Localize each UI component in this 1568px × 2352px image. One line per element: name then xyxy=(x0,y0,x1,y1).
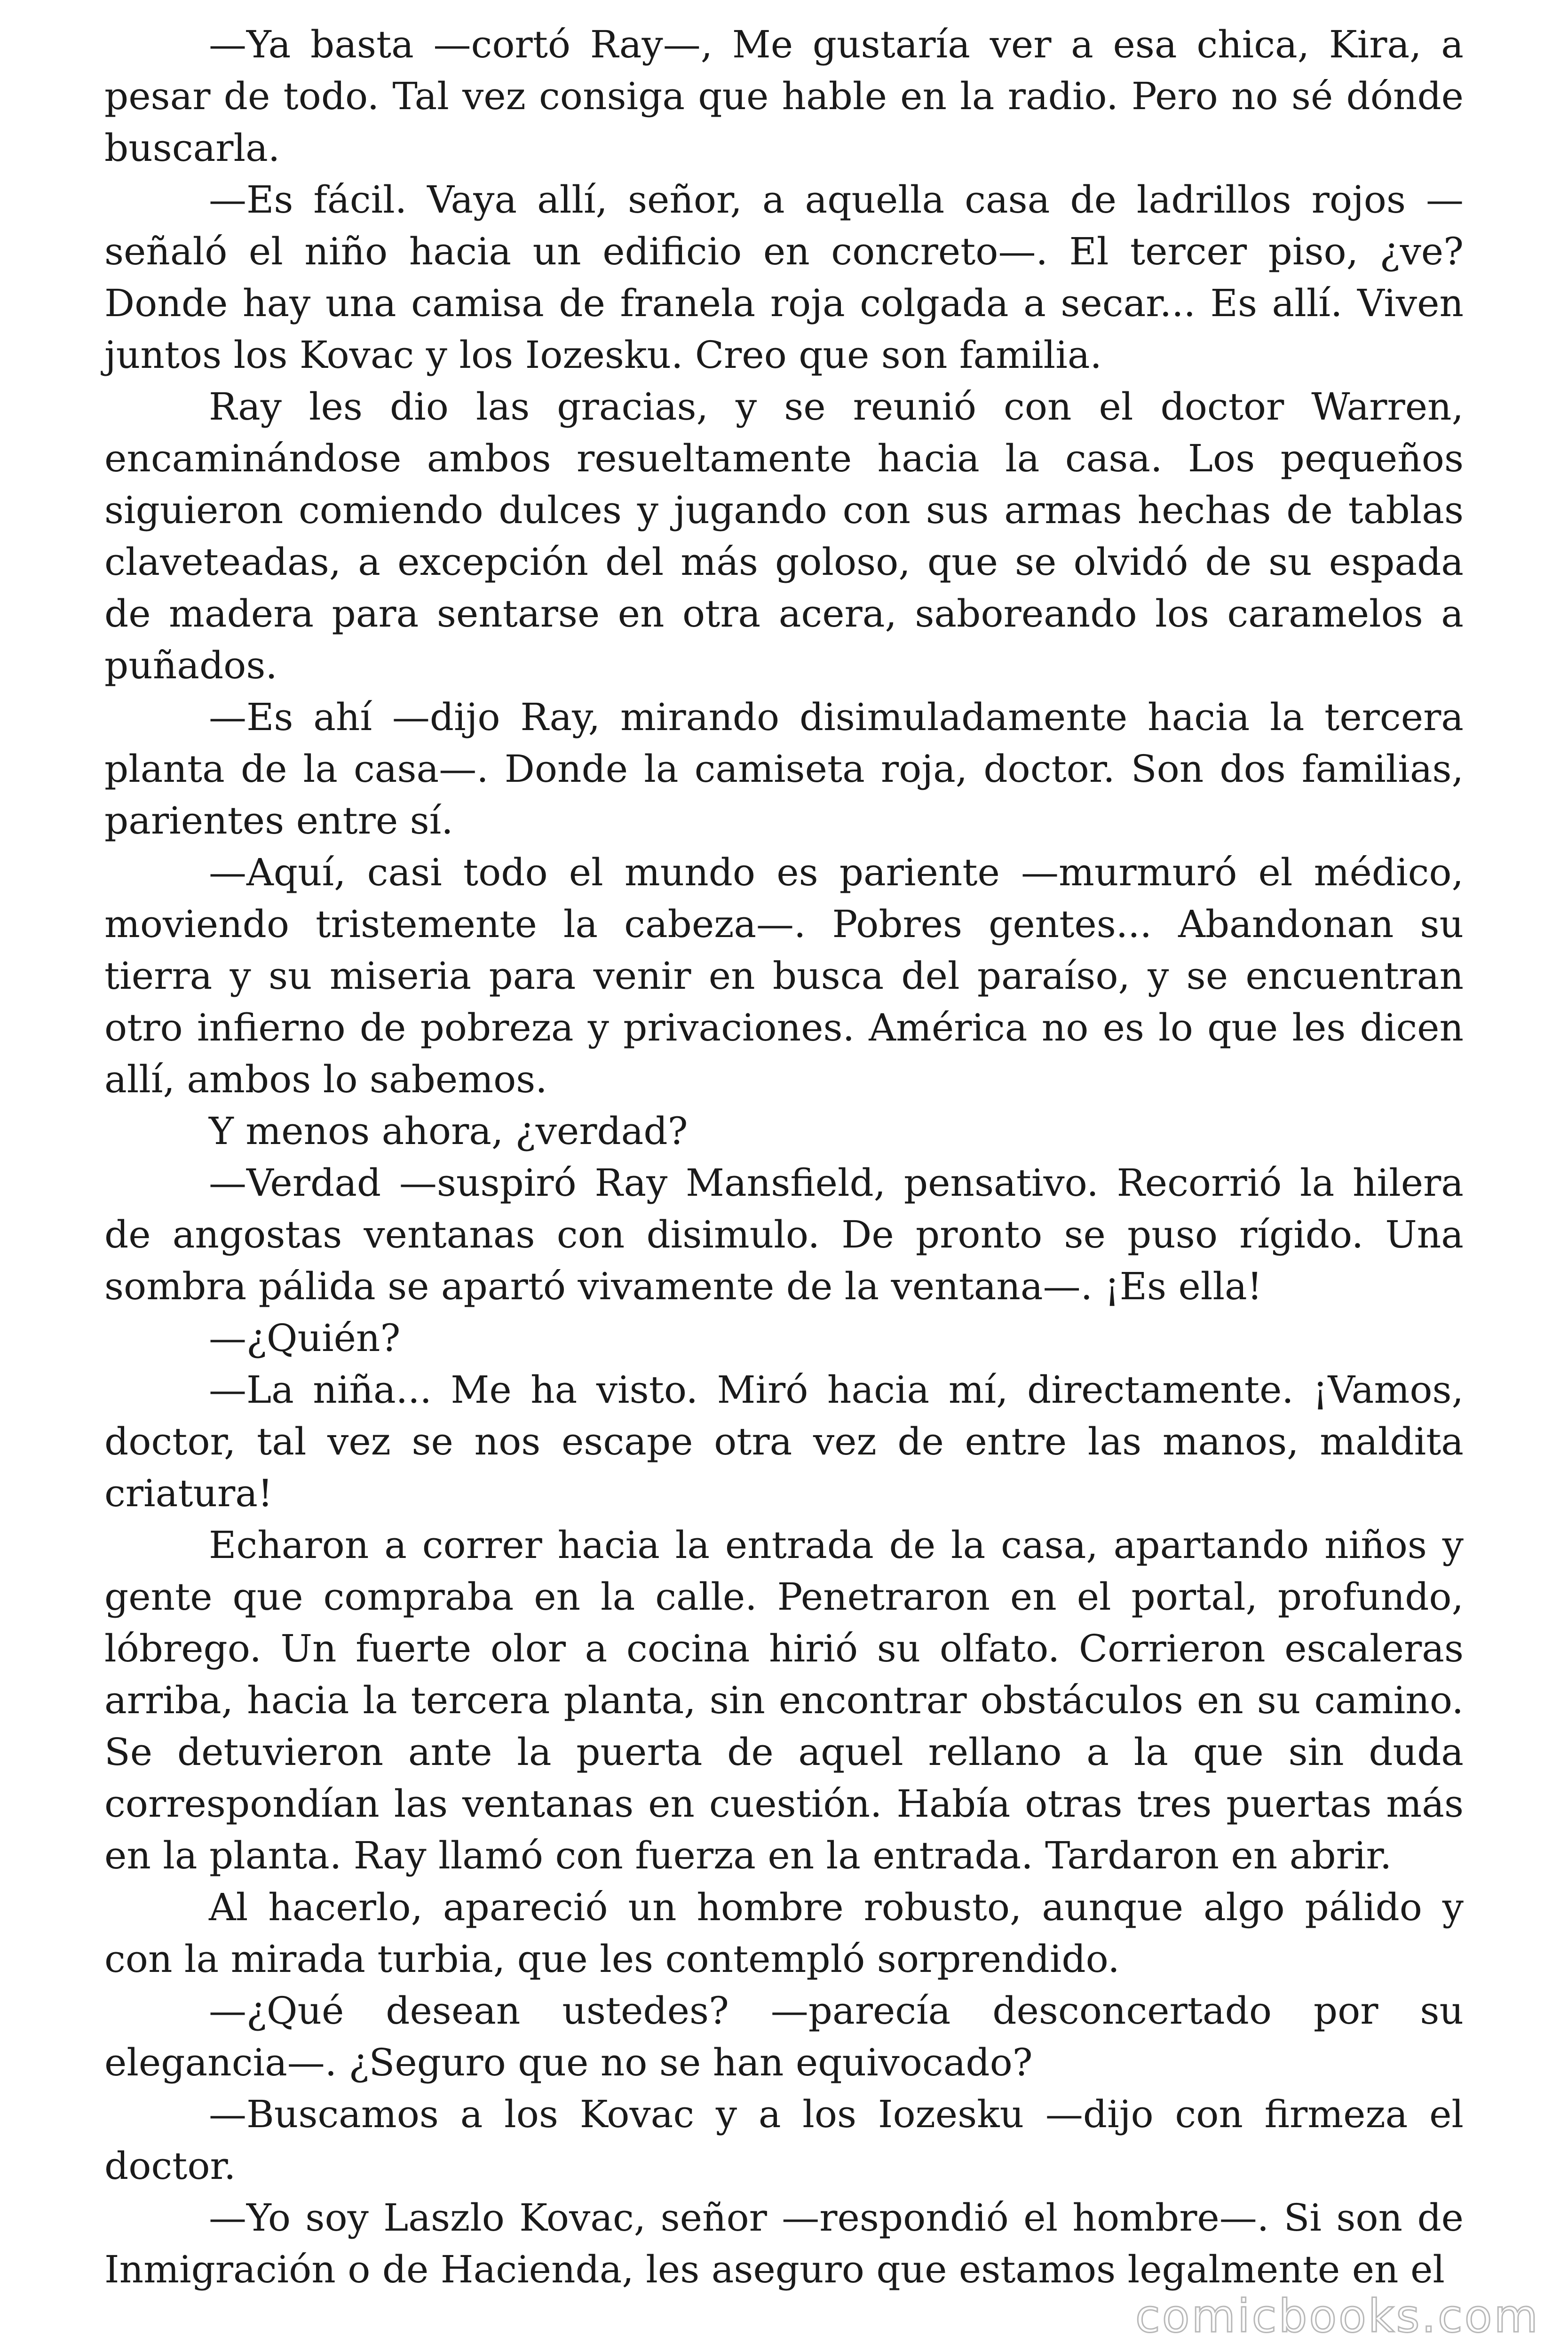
paragraph-5: —Aquí, casi todo el mundo es pariente —murmuró el médico, moviendo tristemente la cabeza—. Pobres gentes... Abandonan su tierra y su miseria para venir en busca del paraíso, y se encuentran otro infierno de pobreza y privaciones. América no es lo que les dicen allí, ambos lo sabemos. xyxy=(104,850,1464,1101)
paragraph-4: —Es ahí —dijo Ray, mirando disimuladamente hacia la tercera planta de la casa—. Donde la camiseta roja, doctor. Son dos familias, parientes entre sí. xyxy=(104,695,1464,842)
paragraph-1: —Ya basta —cortó Ray—, Me gustaría ver a esa chica, Kira, a pesar de todo. Tal vez consiga que hable en la radio. Pero no sé dónde buscarla. xyxy=(104,23,1464,170)
paragraph-12: —¿Qué desean ustedes? —parecía desconcertado por su elegancia—. ¿Seguro que no se han equivocado? xyxy=(104,1989,1464,2084)
paragraph-13: —Buscamos a los Kovac y a los Iozesku —dijo con firmeza el doctor. xyxy=(104,2092,1464,2188)
paragraph-7: —Verdad —suspiró Ray Mansfield, pensativo. Recorrió la hilera de angostas ventanas con disimulo. De pronto se puso rígido. Una sombra pálida se apartó vivamente de la ventana—. ¡Es ella! xyxy=(104,1161,1464,1308)
watermark: comicbooks.com xyxy=(1135,2290,1540,2343)
paragraph-10: Echaron a correr hacia la entrada de la casa, apartando niños y gente que compraba en la calle. Penetraron en el portal, profundo, lóbrego. Un fuerte olor a cocina hirió su olfato. Corrieron escaleras arriba, hacia la tercera planta, sin encontrar obstáculos en su camino. Se detuvieron ante la puerta de aquel rellano a la que sin duda correspondían las ventanas en cuestión. Había otras tres puertas más en la planta. Ray llamó con fuerza en la entrada. Tardaron en abrir. xyxy=(104,1523,1464,1877)
paragraph-9: —La niña... Me ha visto. Miró hacia mí, directamente. ¡Vamos, doctor, tal vez se nos escape otra vez de entre las manos, maldita criatura! xyxy=(104,1368,1464,1515)
paragraph-14: —Yo soy Laszlo Kovac, señor —respondió el hombre—. Si son de Inmigración o de Hacienda, les aseguro que estamos legalmente en el xyxy=(104,2196,1464,2291)
paragraph-2: —Es fácil. Vaya allí, señor, a aquella casa de ladrillos rojos —señaló el niño hacia un edificio en concreto—. El tercer piso, ¿ve? Donde hay una camisa de franela roja colgada a secar... Es allí. Viven juntos los Kovac y los Iozesku. Creo que son familia. xyxy=(104,178,1464,377)
paragraph-8: —¿Quién? xyxy=(209,1316,401,1360)
book-page-text xyxy=(104,19,1464,2296)
paragraph-6: Y menos ahora, ¿verdad? xyxy=(209,1109,688,1153)
paragraph-11: Al hacerlo, apareció un hombre robusto, aunque algo pálido y con la mirada turbia, que les contempló sorprendido. xyxy=(104,1885,1464,1981)
paragraph-3: Ray les dio las gracias, y se reunió con el doctor Warren, encaminándose ambos resueltamente hacia la casa. Los pequeños siguieron comiendo dulces y jugando con sus armas hechas de tablas claveteadas, a excepción del más goloso, que se olvidó de su espada de madera para sentarse en otra acera, saboreando los caramelos a puñados. xyxy=(104,385,1464,687)
